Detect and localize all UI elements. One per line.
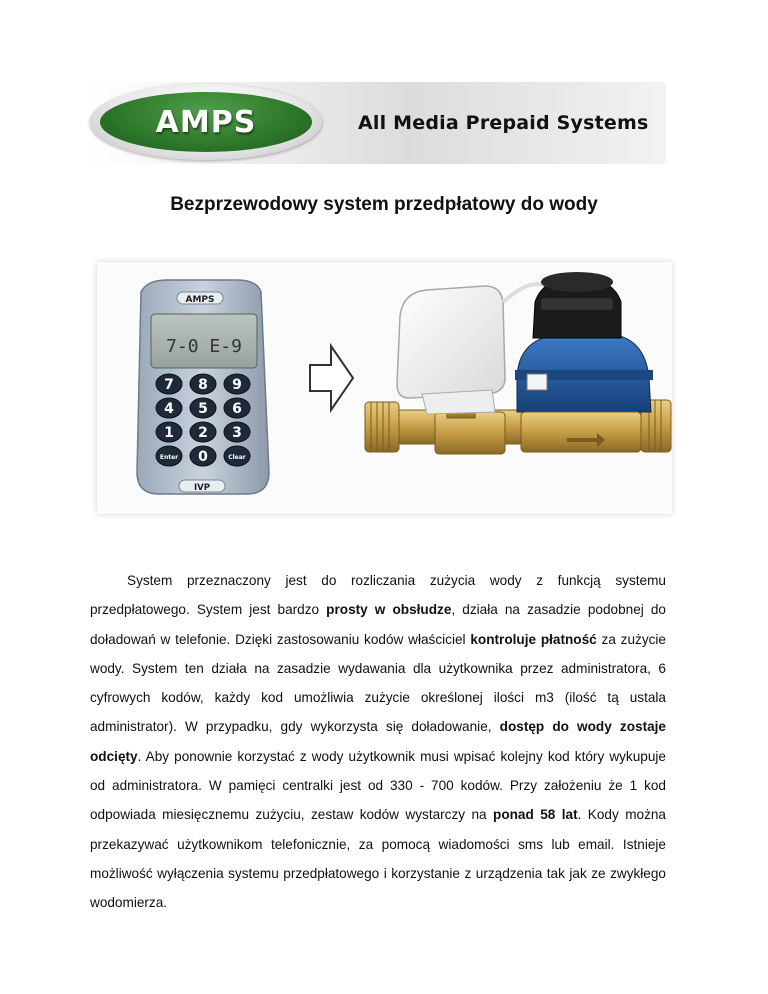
keypad-key xyxy=(190,422,216,442)
paragraph-text-3: za zużycie wody. System ten działa na zasadzie wydawania dla użytkownika przez administratora, 6 cyfrowych kodów, każdy kod umożliwia zużycie określonej ilości m3 (ilość tą ustala administrator). W przypadku, gdy wykorzysta się doładowanie, xyxy=(90,631,666,735)
keypad-key xyxy=(190,446,216,466)
keypad-key xyxy=(190,398,216,418)
paragraph-bold-4: ponad 58 lat xyxy=(493,807,578,823)
keypad-key xyxy=(156,374,182,394)
amps-logo-badge xyxy=(100,92,312,152)
logo-banner xyxy=(90,82,666,164)
keypad-key xyxy=(156,398,182,418)
keypad-key-label: Enter xyxy=(159,454,179,461)
paragraph-bold-1: prosty w obsłudze xyxy=(326,602,452,618)
paragraph-bold-2: kontroluje płatność xyxy=(470,631,597,647)
keypad-key-label: 3 xyxy=(232,425,242,441)
description-paragraph xyxy=(90,566,666,918)
document-title: Bezprzewodowy system przedpłatowy do wody xyxy=(170,194,598,215)
keypad-key xyxy=(156,446,182,466)
paragraph-text-4: . Aby ponownie korzystać z wody użytkownik musi wpisać kolejny kod który wykupuje od administratora. W pamięci centralki jest od 330 - 700 kodów. Przy założeniu że 1 kod odpowiada miesięcznemu zużyciu, zestaw kodów wystarczy na xyxy=(90,748,666,823)
keypad-key-label: 0 xyxy=(198,449,208,465)
keypad-display: 7-0 E-9 xyxy=(166,336,242,357)
paragraph-bold-3: dostęp do wody zostaje odcięty xyxy=(90,719,666,764)
keypad-key-label: Clear xyxy=(228,454,246,461)
valve-and-meter xyxy=(365,272,671,454)
keypad-key-label: 9 xyxy=(232,377,242,393)
keypad-brand: AMPS xyxy=(185,295,215,305)
product-photo xyxy=(97,262,672,514)
keypad-device xyxy=(137,280,269,494)
logo-text: AMPS xyxy=(155,104,257,140)
keypad-key xyxy=(156,422,182,442)
arrow-right-icon xyxy=(310,346,353,410)
keypad-key xyxy=(224,422,250,442)
keypad-key-label: 2 xyxy=(198,425,208,441)
paragraph-text-1: System przeznaczony jest do rozliczania zużycia wody z funkcją systemu przedpłatowego. System jest bardzo xyxy=(90,573,666,618)
keypad-key xyxy=(190,374,216,394)
keypad-key-label: 7 xyxy=(164,377,174,393)
keypad-key-label: 5 xyxy=(198,401,208,417)
paragraph-text-2: , działa na zasadzie podobnej do doładowań w telefonie. Dzięki zastosowaniu kodów właściciel xyxy=(90,602,666,647)
paragraph-text-5: . Kody można przekazywać użytkownikom telefonicznie, za pomocą wiadomości sms lub email. Istnieje możliwość wyłączenia systemu przedpłatowego i korzystanie z urządzenia tak jak ze zwykłego wodomierza. xyxy=(90,807,666,911)
product-illustration xyxy=(97,262,672,514)
amps-logo xyxy=(90,84,322,160)
keypad-key-label: 8 xyxy=(198,377,208,393)
company-name: All Media Prepaid Systems xyxy=(358,112,649,134)
keypad-key xyxy=(224,398,250,418)
keypad-key-label: 6 xyxy=(232,401,242,417)
keypad-key xyxy=(224,446,250,466)
keypad-footer: IVP xyxy=(194,483,210,493)
keypad-key-label: 4 xyxy=(164,401,174,417)
keypad-key xyxy=(224,374,250,394)
keypad-key-label: 1 xyxy=(164,425,174,441)
